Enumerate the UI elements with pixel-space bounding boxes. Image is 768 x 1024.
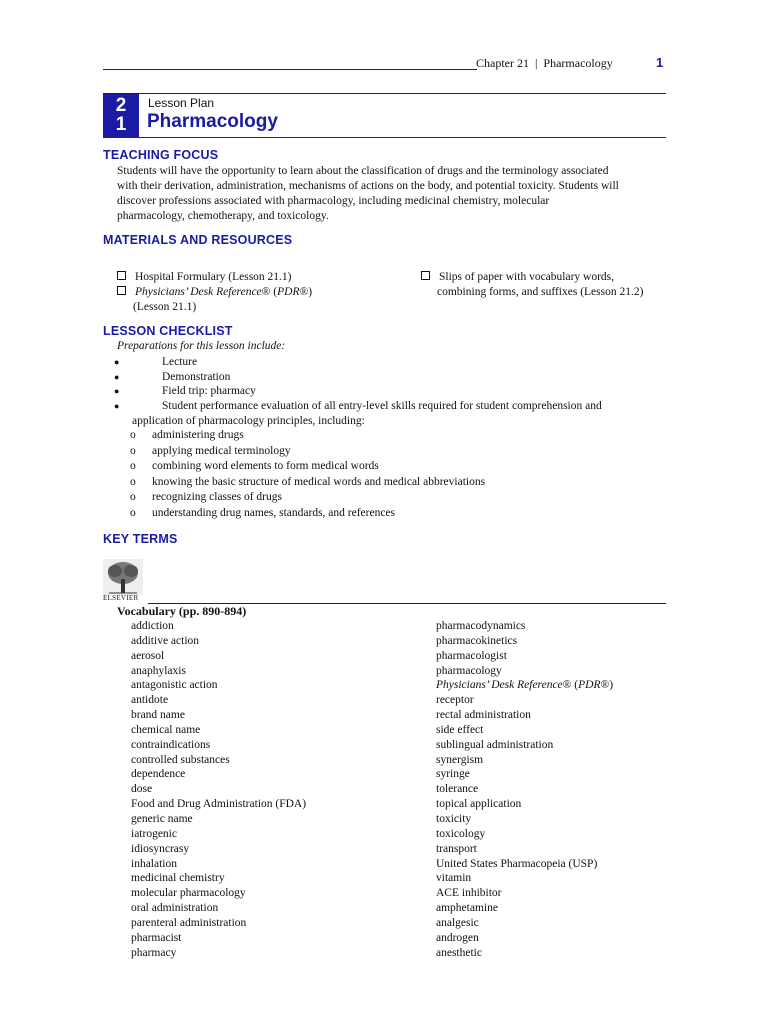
vocab-term: Physicians’ Desk Reference® (PDR®) <box>436 679 614 692</box>
vocab-term: sublingual administration <box>436 738 554 751</box>
focus-line: with their derivation, administration, mechanisms of actions on the body, and potential toxicity. Students will <box>117 180 619 192</box>
vocab-term: receptor <box>436 694 474 707</box>
vocab-term: pharmacy <box>131 946 177 959</box>
list-item-cont: application of pharmacology principles, including: <box>132 414 365 427</box>
vocab-term: pharmacologist <box>436 649 507 662</box>
subject-label: Pharmacology <box>543 56 613 70</box>
material-item: Slips of paper with vocabulary words, <box>421 270 643 285</box>
material-item: Physicians’ Desk Reference® (PDR®) <box>117 285 312 300</box>
vocab-term: rectal administration <box>436 709 531 722</box>
elsevier-logo-text: ELSEVIER <box>103 594 139 602</box>
materials-right <box>421 270 643 300</box>
list-item: ● Student performance evaluation of all entry-level skills required for student comprehension and <box>114 400 602 413</box>
vocab-term: contraindications <box>131 738 211 751</box>
list-item: o combining word elements to form medical words <box>130 460 379 473</box>
material-item-cont: (Lesson 21.1) <box>133 301 197 313</box>
vocab-term: idiosyncrasy <box>131 842 190 855</box>
lesson-checklist-heading: LESSON CHECKLIST <box>103 324 233 338</box>
vocab-term: United States Pharmacopeia (USP) <box>436 857 598 870</box>
vocab-term: pharmacodynamics <box>436 620 526 632</box>
vocab-term: oral administration <box>131 902 219 915</box>
materials-left <box>117 270 312 315</box>
vocab-term: brand name <box>131 709 185 722</box>
page-title: Pharmacology <box>147 111 278 132</box>
focus-line: pharmacology, chemotherapy, and toxicology. <box>117 210 329 222</box>
vocab-term: androgen <box>436 931 479 944</box>
material-item-cont: combining forms, and suffixes (Lesson 21.2) <box>437 286 644 298</box>
materials-heading: MATERIALS AND RESOURCES <box>103 233 293 247</box>
vocab-column-left <box>131 619 306 960</box>
vocab-term: medicinal chemistry <box>131 872 225 885</box>
vocab-term: controlled substances <box>131 753 230 766</box>
header-separator: | <box>535 56 538 70</box>
vocab-term: anesthetic <box>436 946 482 959</box>
list-item: ● Lecture <box>114 356 198 368</box>
list-item: o knowing the basic structure of medical words and medical abbreviations <box>130 475 486 488</box>
title-top-rule <box>103 93 666 94</box>
vocab-term: toxicology <box>436 827 486 840</box>
chapter-label: Chapter 21 <box>476 56 529 70</box>
bullet-icon: ● <box>114 386 120 397</box>
vocab-term: amphetamine <box>436 902 498 915</box>
vocab-term: parenteral administration <box>131 916 247 929</box>
list-item: ● Field trip: pharmacy <box>114 385 256 398</box>
vocab-term: transport <box>436 842 477 855</box>
vocab-term: side effect <box>436 723 484 736</box>
vocab-term: iatrogenic <box>131 827 177 840</box>
vocab-term: vitamin <box>436 872 472 885</box>
vocab-term: analgesic <box>436 916 479 929</box>
vocab-term: dependence <box>131 768 186 781</box>
vocab-term: antidote <box>131 694 169 707</box>
lesson-plan-label: Lesson Plan <box>148 96 215 110</box>
list-item: ● Demonstration <box>114 370 231 383</box>
focus-line: Students will have the opportunity to learn about the classification of drugs and the terminology associated <box>117 165 609 177</box>
list-item: o applying medical terminology <box>130 444 291 457</box>
focus-line: discover professions associated with pharmacology, including medicinal chemistry, molecular <box>117 195 550 207</box>
vocab-term: antagonistic action <box>131 679 218 692</box>
vocab-term: syringe <box>436 768 470 781</box>
vocab-term: aerosol <box>131 649 165 662</box>
page-number: 1 <box>656 55 664 70</box>
key-terms-heading: KEY TERMS <box>103 532 178 546</box>
list-item: o understanding drug names, standards, and references <box>130 506 396 519</box>
vocab-term: pharmacist <box>131 931 182 944</box>
vocab-term: generic name <box>131 812 193 825</box>
teaching-focus-text <box>117 164 669 224</box>
vocab-term: pharmacokinetics <box>436 634 518 647</box>
vocab-term: ACE inhibitor <box>436 887 502 900</box>
material-item: Hospital Formulary (Lesson 21.1) <box>117 270 312 285</box>
vocab-term: pharmacology <box>436 664 502 677</box>
bullet-icon: ● <box>114 357 120 367</box>
vocab-term: chemical name <box>131 723 201 736</box>
vocab-term: toxicity <box>436 812 472 825</box>
checklist-subitems <box>130 428 485 522</box>
checklist-bullets <box>112 355 672 429</box>
chapter-number-block <box>103 94 139 137</box>
checkbox-icon <box>421 271 430 280</box>
bullet-icon: ● <box>114 371 120 382</box>
header-rule <box>103 69 477 70</box>
vocab-term: synergism <box>436 753 484 766</box>
vocab-term: anaphylaxis <box>131 664 186 677</box>
vocab-term: additive action <box>131 634 200 647</box>
bullet-icon: ● <box>114 401 120 412</box>
list-item: o recognizing classes of drugs <box>130 491 282 504</box>
vocabulary-heading: Vocabulary (pp. 890-894) <box>117 604 247 618</box>
vocab-term: addiction <box>131 620 174 632</box>
vocab-column-right <box>436 619 613 960</box>
checkbox-icon <box>117 286 126 295</box>
preparations-intro: Preparations for this lesson include: <box>117 340 286 352</box>
vocab-term: topical application <box>436 798 522 811</box>
list-item: o administering drugs <box>130 429 244 441</box>
running-header <box>476 56 613 71</box>
chapter-number-top: 2 <box>115 95 127 116</box>
chapter-number-bottom: 1 <box>115 114 127 135</box>
vocab-term: Food and Drug Administration (FDA) <box>131 798 307 811</box>
teaching-focus-heading: TEACHING FOCUS <box>103 148 219 162</box>
title-bottom-rule <box>103 137 666 138</box>
vocab-term: tolerance <box>436 783 479 796</box>
vocab-term: dose <box>131 783 153 796</box>
checkbox-icon <box>117 271 126 280</box>
vocab-term: inhalation <box>131 857 177 870</box>
vocab-term: molecular pharmacology <box>131 887 246 900</box>
